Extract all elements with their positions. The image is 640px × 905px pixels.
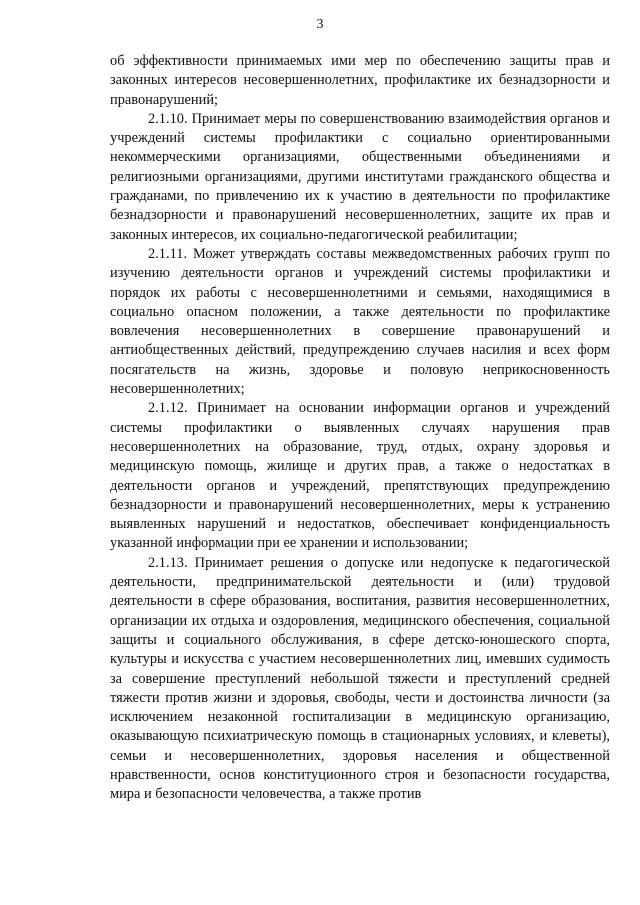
paragraph-2-1-10: 2.1.10. Принимает меры по совершенствованию взаимодействия органов и учреждений системы профилактики с социально ориентированными некоммерческими организациями, общественными объединениями и религиозными организациями, другими институтами гражданского общества и гражданами, по привлечению их к участию в деятельности по профилактике безнадзорности и правонарушений несовершеннолетних, защите их прав и законных интересов, их социально-педагогической реабилитации;	[110, 110, 610, 243]
paragraph-2-1-11: 2.1.11. Может утверждать составы межведомственных рабочих групп по изучению деятельности органов и учреждений системы профилактики и порядок их работы с несовершеннолетними и семьями, находящимися в социально опасном положении, а также деятельности по профилактике вовлечения несовершеннолетних в совершение правонарушений и антиобщественных действий, предупреждению случаев насилия и всех форм посягательств на жизнь, здоровье и половую неприкосновенность несовершеннолетних;	[110, 245, 610, 398]
paragraph-continuation: об эффективности принимаемых ими мер по обеспечению защиты прав и законных интересов несовершеннолетних, профилактике их безнадзорности и правонарушений;	[110, 53, 610, 108]
document-body	[110, 52, 610, 805]
page-number: 3	[316, 17, 324, 32]
paragraph-2-1-13: 2.1.13. Принимает решения о допуске или недопуске к педагогической деятельности, предпринимательской деятельности и (или) трудовой деятельности в сфере образования, воспитания, развития несовершеннолетних, организации их отдыха и оздоровления, медицинского обеспечения, социальной защиты и социального обслуживания, в сфере детско-юношеского спорта, культуры и искусства с участием несовершеннолетних лиц, имевших судимость за совершение преступлений небольшой тяжести и преступлений средней тяжести против жизни и здоровья, свободы, чести и достоинства личности (за исключением незаконной госпитализации в медицинскую организацию, оказывающую психиатрическую помощь в стационарных условиях, и клеветы), семьи и несовершеннолетних, здоровья населения и общественной нравственности, основ конституционного строя и безопасности государства, мира и безопасности человечества, а также против	[110, 554, 610, 803]
paragraph-2-1-12: 2.1.12. Принимает на основании информации органов и учреждений системы профилактики о выявленных случаях нарушения прав несовершеннолетних на образование, труд, отдых, охрану здоровья и медицинскую помощь, жилище и других прав, а также о недостатках в деятельности органов и учреждений, препятствующих предупреждению безнадзорности и правонарушений несовершеннолетних, меры к устранению выявленных нарушений и недостатков, обеспечивает конфиденциальность указанной информации при ее хранении и использовании;	[110, 400, 610, 552]
